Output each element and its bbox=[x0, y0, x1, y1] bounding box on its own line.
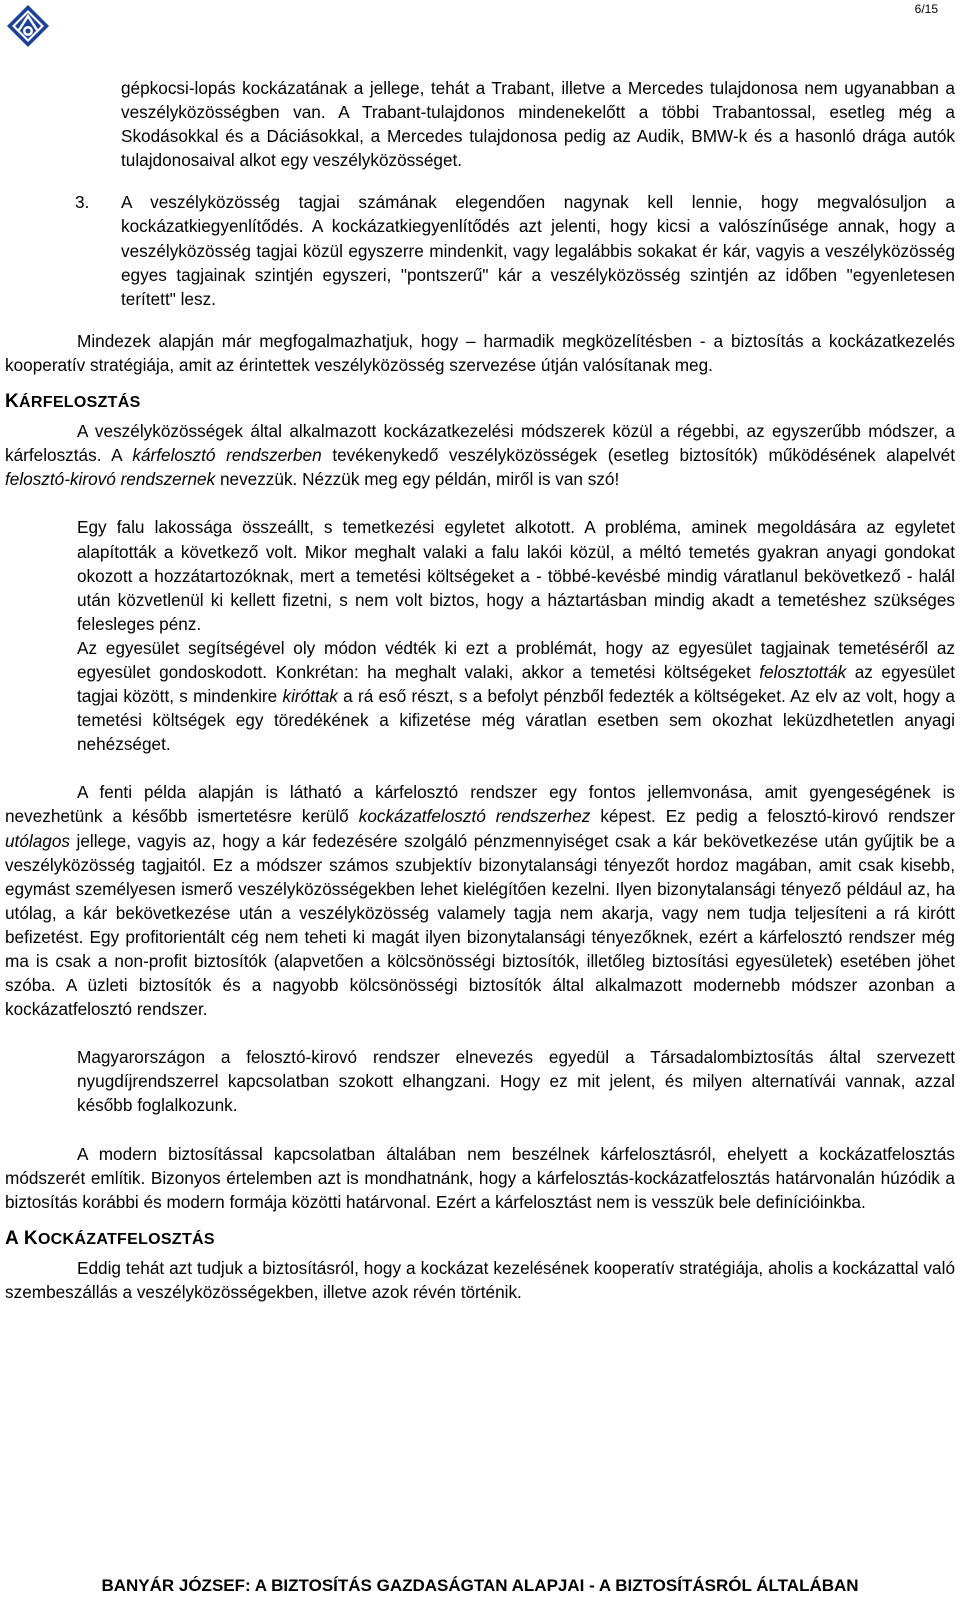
paragraph-intro: gépkocsi-lopás kockázatának a jellege, tehát a Trabant, illetve a Mercedes tulajdonosa nem ugyanabban a veszélyközösségben van. A Trabant-tulajdonos mindenekelőtt a többi Trabantossal, esetleg még a Skodásokkal és a Dáciásokkal, a Mercedes tulajdonosa pedig az Audik, BMW-k és a hasonló drága autók tulajdonosaival alkot egy veszélyközösséget. bbox=[121, 78, 955, 171]
document-body bbox=[5, 76, 955, 1304]
page-number: 6/15 bbox=[914, 2, 938, 16]
paragraph-fenti: A fenti példa alapján is látható a kárfelosztó rendszer egy fontos jellemvonása, amit gyengeségének is nevezhetünk a később ismertetésre kerülő kockázatfelosztó rendszerhez képest. Ez pedig a felosztó-kirovó rendszer utólagos jellege, vagyis az, hogy a kár fedezésére szolgáló pénzmennyiséget csak a kár bekövetkezése után gyűjtik be a veszélyközösség tagjaitól. Ez a módszer számos szubjektív bizonytalansági tényezőt hordoz magában, amit csak kisebb, egymást személyesen ismerő veszélyközösségekben lehet kielégítően kezelni. Ilyen bizonytalansági tényező például az, ha utólag, a kár bekövetkezése után a veszélyközösség valamely tagja nem akarja, vagy nem tudja teljesíteni a rá kirótt befizetést. Egy profitorientált cég nem teheti ki magát ilyen bizonytalansági tényezőknek, ezért a kárfelosztó rendszer még ma is csak a non-profit biztosítók (alapvetően a kölcsönösségi biztosítók, illetőleg biztosítási egyesületek) esetében jöhet szóba. A üzleti biztosítók és a nagyobb kölcsönösségi biztosítók által alkalmazott modernebb módszer azonban a kockázatfelosztó rendszer. bbox=[5, 782, 955, 1020]
page-footer bbox=[0, 1575, 960, 1597]
paragraph-magyarorszag: Magyarországon a felosztó-kirovó rendszer elnevezés egyedül a Társadalombiztosítás által szervezett nyugdíjrendszerrel kapcsolatban szokott elhangzani. Hogy ez mit jelent, és milyen alternatívái vannak, azzal később foglalkozunk. bbox=[77, 1047, 955, 1116]
publisher-logo-icon bbox=[6, 4, 50, 48]
section-heading-kockazatfelosztas: A KOCKÁZATFELOSZTÁS bbox=[5, 1227, 215, 1249]
list-item-text: A veszélyközösség tagjai számának elegendően nagynak kell lennie, hogy megvalósuljon a kockázatkiegyenlítődés. A kockázatkiegyenlítődés azt jelenti, hogy kicsi a valószínűsége annak, hogy a veszélyközösség tagjai közül egyszerre mindenkit, vagy legalábbis sokakat ér kár, vagyis a veszélyközösség egyes tagjainak szintjén egyszeri, "pontszerű" kár a veszélyközösség szintjén az időben "egyenletesen terített" lesz. bbox=[121, 192, 955, 309]
list-number: 3. bbox=[75, 192, 90, 213]
paragraph-eddig: Eddig tehát azt tudjuk a biztosításról, hogy a kockázat kezelésének kooperatív stratégiája, aholis a kockázattal való szembeszállás a veszélyközösségekben, illetve azok révén történik. bbox=[5, 1257, 955, 1303]
footer-text: BANYÁR JÓZSEF: A BIZTOSÍTÁS GAZDASÁGTAN ALAPJAI - A BIZTOSÍTÁSRÓL ÁLTALÁBAN bbox=[101, 1576, 859, 1595]
list-item-3 bbox=[75, 190, 955, 310]
section-heading-karfelosztas: KÁRFELOSZTÁS bbox=[5, 391, 141, 413]
paragraph-mindezek: Mindezek alapján már megfogalmazhatjuk, hogy – harmadik megközelítésben - a biztosítás a kockázatkezelés kooperatív stratégiája, amit az érintettek veszélyközösség szervezése útján valósítanak meg. bbox=[5, 330, 955, 375]
paragraph-egyesulet: Az egyesület segítségével oly módon védték ki ezt a problémát, hogy az egyesület tagjainak temetéséről az egyesület gondoskodott. Konkrétan: ha meghalt valaki, akkor a temetési költségeket felosztották az egyesület tagjai között, s mindenkire kiróttak a rá eső részt, s a befolyt pénzből fedezték a költségeket. Az elv az volt, hogy a temetési költségek egy töredékének a kifizetése még váratlan esetben sem okozhat leküzdhetetlen anyagi nehézséget. bbox=[77, 637, 955, 755]
paragraph-falu: Egy falu lakossága összeállt, s temetkezési egyletet alkotott. A probléma, aminek megoldására az egyletet alapították a következő volt. Mikor meghalt valaki a falu lakói közül, a méltó temetés gyakran anyagi gondokat okozott a hozzátartozóknak, mert a temetési költségeket a - többé-kevésbé mindig váratlanul bekövetkező - halál után közvetlenül ki kellett fizetni, s nem volt biztos, hogy a háztartásban mindig akadt a temetéshez szükséges felesleges pénz. bbox=[77, 517, 955, 634]
example-block bbox=[77, 515, 955, 756]
paragraph-karfelosztas: A veszélyközösségek által alkalmazott kockázatkezelési módszerek közül a régebbi, az egyszerűbb módszer, a kárfelosztás. A kárfelosztó rendszerben tevékenykedő veszélyközösségek (esetleg biztosítók) működésének alapelvét felosztó-kirovó rendszernek nevezzük. Nézzük meg egy példán, miről is van szó! bbox=[5, 421, 955, 490]
paragraph-modern: A modern biztosítással kapcsolatban általában nem beszélnek kárfelosztásról, ehelyett a kockázatfelosztás módszerét említik. Bizonyos értelemben azt is mondhatnánk, hogy a kárfelosztás-kockázatfelosztás határvonalán húzódik a biztosítás korábbi és modern formája közötti határvonal. Ezért a kárfelosztást nem is vesszük bele definícióinkba. bbox=[5, 1143, 955, 1212]
